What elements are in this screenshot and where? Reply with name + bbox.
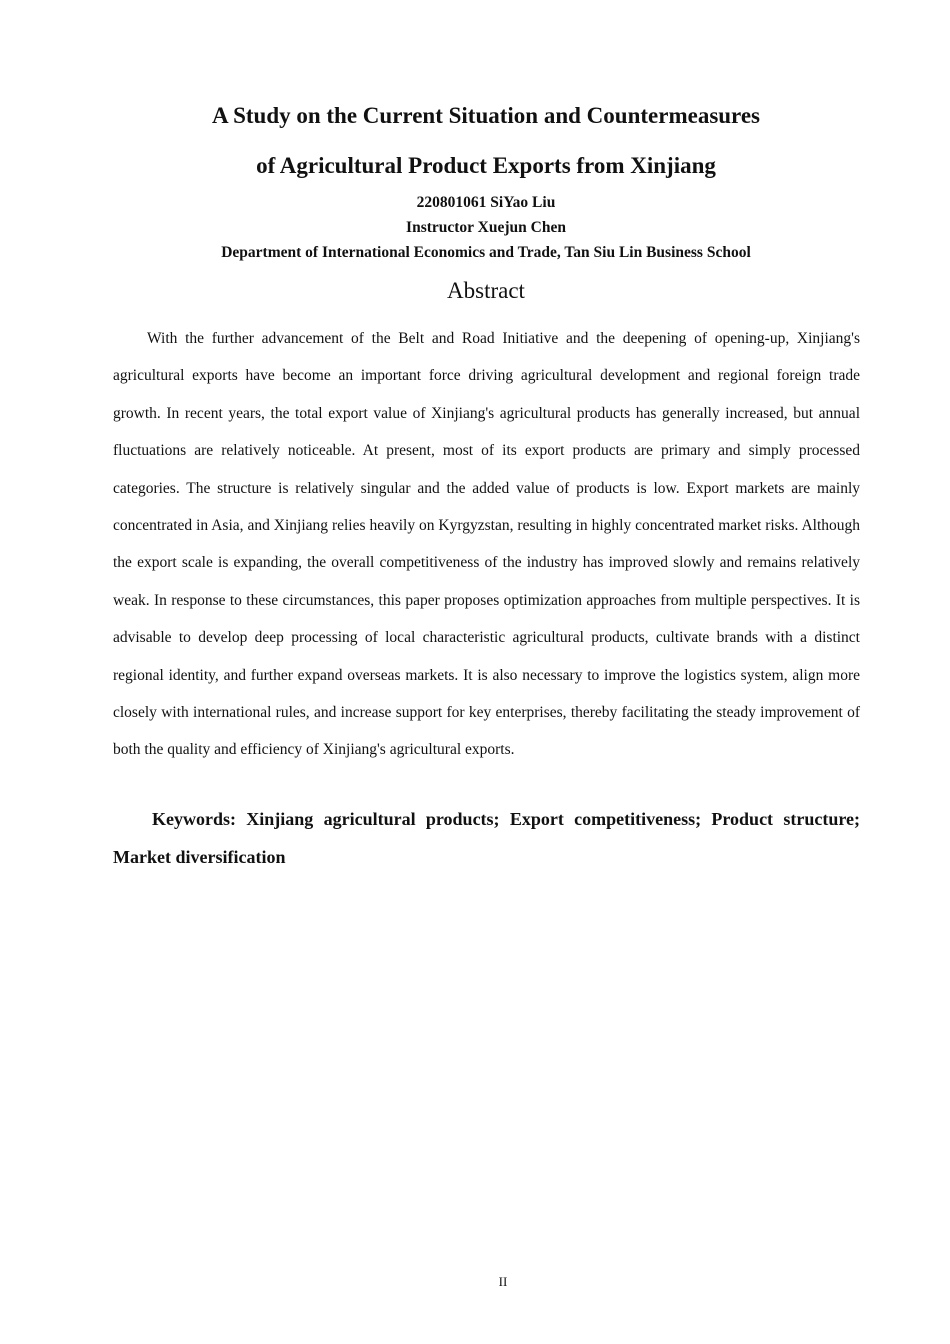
instructor-line: Instructor Xuejun Chen <box>406 219 566 236</box>
keywords: Keywords: Xinjiang agricultural products; Export competitiveness; Product structure; Market diversification <box>113 809 860 867</box>
department-line: Department of International Economics and Trade, Tan Siu Lin Business School <box>221 244 751 261</box>
abstract-heading: Abstract <box>447 278 525 303</box>
author-line: 220801061 SiYao Liu <box>416 194 556 211</box>
page-number: II <box>498 1274 508 1289</box>
paper-title-line-1: A Study on the Current Situation and Countermeasures <box>211 103 761 128</box>
paper-title-line-2: of Agricultural Product Exports from Xinjiang <box>256 153 716 178</box>
abstract-body: With the further advancement of the Belt and Road Initiative and the deepening of opening-up, Xinjiang's agricultural exports have become an important force driving agricultural development and regional foreign trade growth. In recent years, the total export value of Xinjiang's agricultural products has generally increased, but annual fluctuations are relatively noticeable. At present, most of its export products are primary and simply processed categories. The structure is relatively singular and the added value of products is low. Export markets are mainly concentrated in Asia, and Xinjiang relies heavily on Kyrgyzstan, resulting in highly concentrated market risks. Although the export scale is expanding, the overall competitiveness of the industry has improved slowly and remains relatively weak. In response to these circumstances, this paper proposes optimization approaches from multiple perspectives. It is advisable to develop deep processing of local characteristic agricultural products, cultivate brands with a distinct regional identity, and further expand overseas markets. It is also necessary to improve the logistics system, align more closely with international rules, and increase support for key enterprises, thereby facilitating the steady improvement of both the quality and efficiency of Xinjiang's agricultural exports. <box>113 330 860 759</box>
